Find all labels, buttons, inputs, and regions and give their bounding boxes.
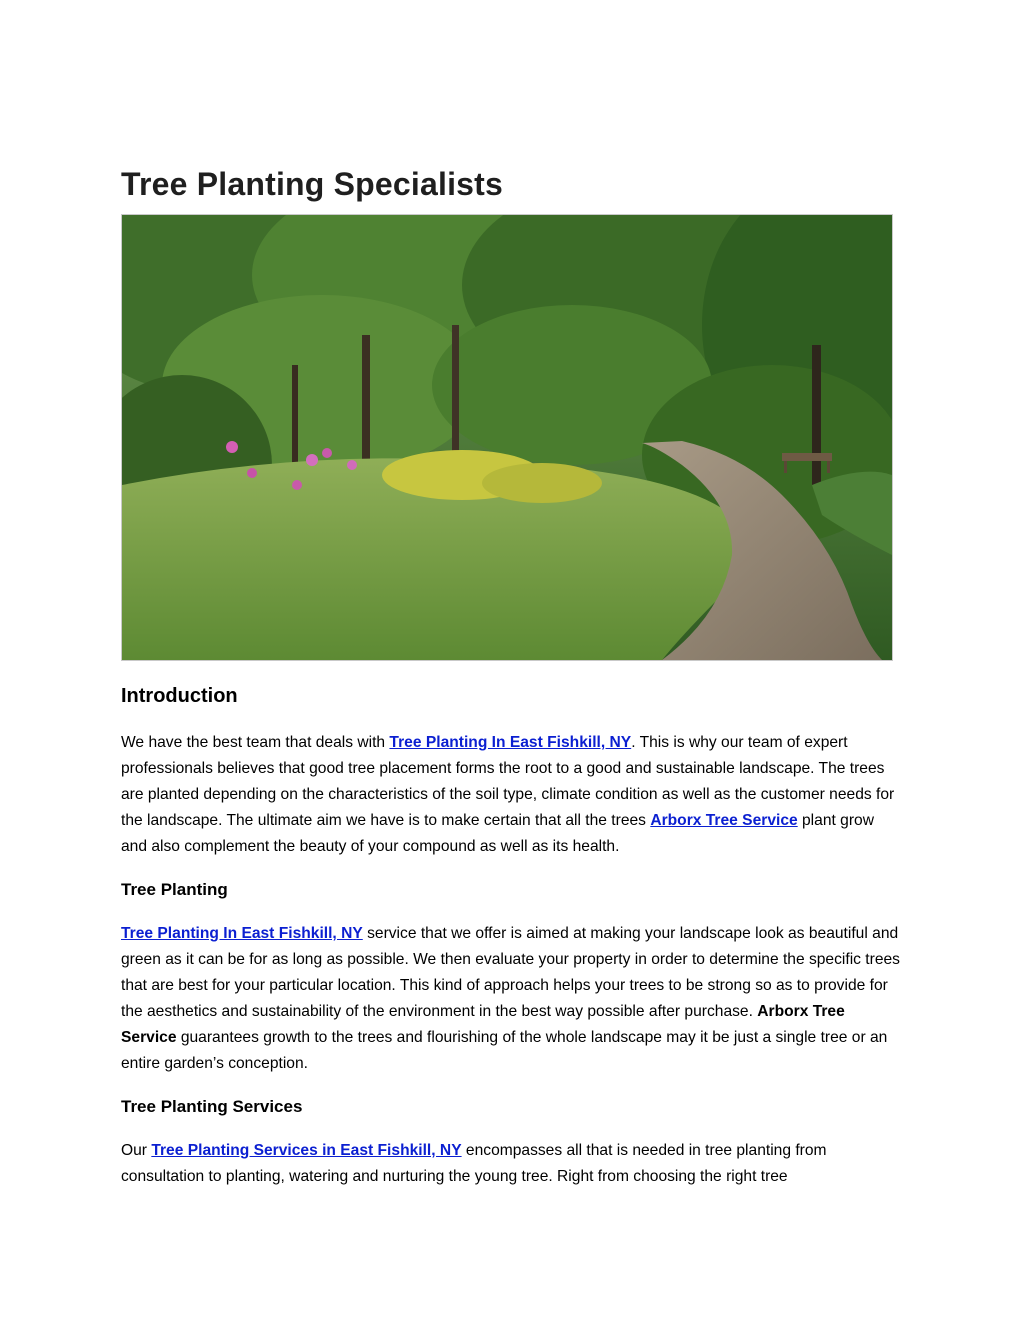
- introduction-paragraph: [121, 730, 901, 860]
- page-title: Tree Planting Specialists: [121, 166, 504, 202]
- tree-planting-services-link[interactable]: Tree Planting Services in East Fishkill, NY: [151, 1142, 462, 1159]
- arborx-tree-service-link[interactable]: Arborx Tree Service: [650, 812, 798, 829]
- services-text-2: encompasses all that is needed in tree planting from consultation to planting, watering and nurturing the young tree. Right from choosing the right tree: [121, 1142, 827, 1185]
- tree-planting-east-fishkill-link[interactable]: Tree Planting In East Fishkill, NY: [389, 734, 632, 751]
- tree-planting-paragraph: [121, 921, 901, 1077]
- introduction-heading: Introduction: [121, 685, 238, 707]
- tree-planting-services-heading: Tree Planting Services: [121, 1097, 303, 1116]
- intro-text-3: plant grow and also complement the beauty of your compound as well as its health.: [121, 812, 874, 855]
- tree-planting-text-1: service that we offer is aimed at making your landscape look as beautiful and green as it can be for as long as possible. We then evaluate your property in order to determine the specific trees that are best for your particular location. This kind of approach helps your trees to be strong so as to provide for the aesthetics and sustainability of the environment in the best way possible after purchase.: [121, 925, 900, 1020]
- intro-text-2: . This is why our team of expert professionals believes that good tree placement forms the root to a good and sustainable landscape. The trees are planted depending on the characteristics of the soil type, climate condition as well as the customer needs for the landscape. The ultimate aim we have is to make certain that all the trees: [121, 734, 895, 829]
- services-paragraph: [121, 1138, 901, 1190]
- tree-planting-text-2: guarantees growth to the trees and flourishing of the whole landscape may it be just a single tree or an entire garden’s conception.: [121, 1029, 888, 1072]
- tree-planting-heading: Tree Planting: [121, 880, 228, 899]
- hero-image: [121, 214, 893, 661]
- garden-photo: [122, 215, 892, 660]
- intro-text-1: We have the best team that deals with: [121, 734, 390, 751]
- arborx-bold-text: Arborx Tree Service: [121, 1003, 845, 1046]
- services-text-1: Our: [121, 1142, 152, 1159]
- tree-planting-east-fishkill-link-2[interactable]: Tree Planting In East Fishkill, NY: [121, 925, 363, 942]
